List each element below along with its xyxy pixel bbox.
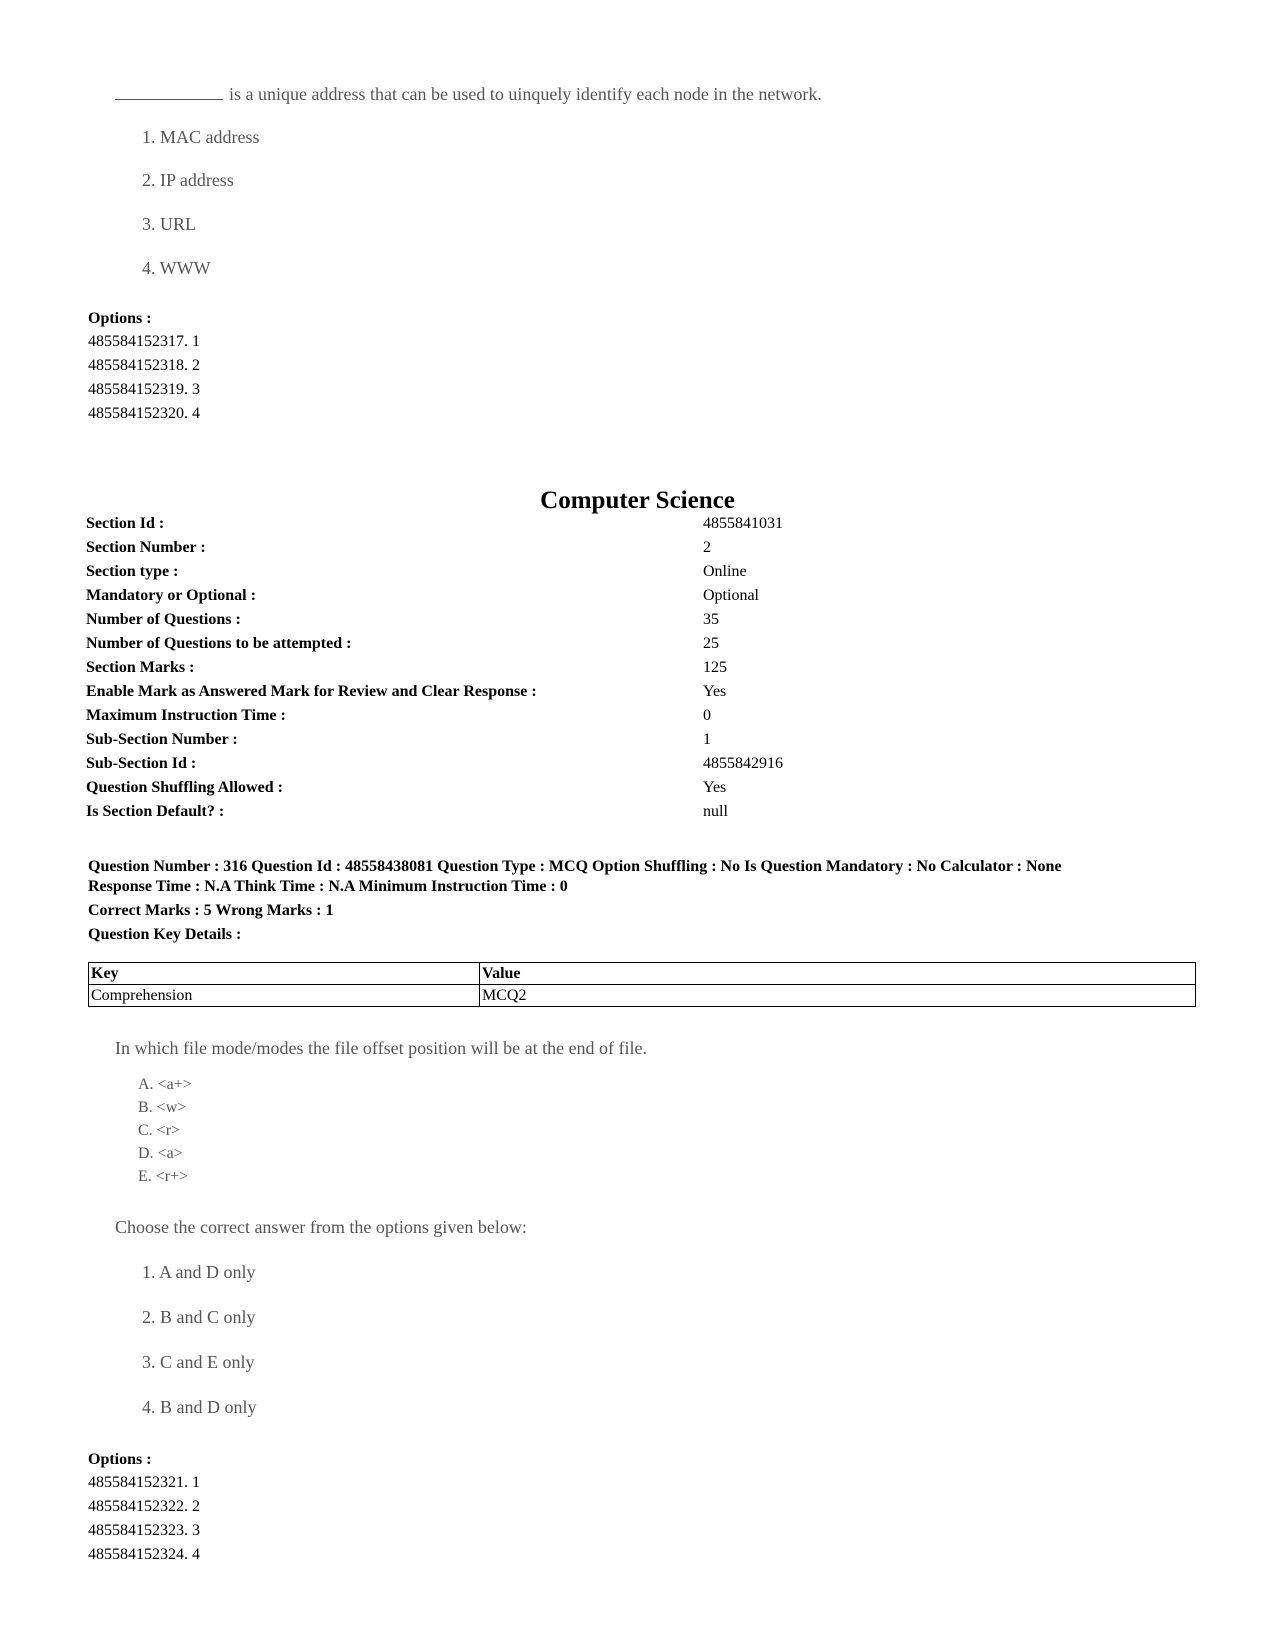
question-1-choice: 2. IP address: [142, 170, 234, 190]
section-value: 1: [703, 731, 711, 748]
question-2-choice: 4. B and D only: [142, 1397, 257, 1417]
question-2-header: Question Number : 316 Question Id : 48558438081 Question Type : MCQ Option Shuffling : No Is Question Mandatory : No Calculator : None: [88, 858, 1062, 875]
section-value: Online: [703, 563, 747, 580]
key-table-header-value: Value: [480, 963, 1196, 985]
section-key: Sub-Section Number :: [86, 731, 238, 748]
section-value: Yes: [703, 683, 727, 700]
section-value: 2: [703, 539, 711, 556]
question-1-stem-text: is a unique address that can be used to uinquely identify each node in the network.: [229, 84, 822, 104]
section-key: Is Section Default? :: [86, 803, 225, 820]
question-2-choice: 1. A and D only: [142, 1262, 256, 1282]
key-table-cell-key: Comprehension: [89, 985, 480, 1007]
option-id: 485584152321. 1: [88, 1474, 200, 1491]
section-key: Sub-Section Id :: [86, 755, 197, 772]
option-id: 485584152318. 2: [88, 357, 200, 374]
section-value: 0: [703, 707, 711, 724]
question-2-marks: Correct Marks : 5 Wrong Marks : 1: [88, 902, 334, 919]
options-label: Options :: [88, 310, 152, 327]
options-label: Options :: [88, 1451, 152, 1468]
section-key: Number of Questions to be attempted :: [86, 635, 352, 652]
option-id: 485584152322. 2: [88, 1498, 200, 1515]
section-title: Computer Science: [540, 487, 735, 514]
section-key: Mandatory or Optional :: [86, 587, 256, 604]
section-key: Number of Questions :: [86, 611, 241, 628]
section-key: Maximum Instruction Time :: [86, 707, 286, 724]
section-value: 25: [703, 635, 719, 652]
question-2-choice: 3. C and E only: [142, 1352, 255, 1372]
question-key-details-label: Question Key Details :: [88, 926, 242, 943]
question-2-statement: B. <w>: [138, 1099, 187, 1116]
key-table-header-key: Key: [89, 963, 480, 985]
question-2-header-times: Response Time : N.A Think Time : N.A Minimum Instruction Time : 0: [88, 878, 568, 895]
section-value: Yes: [703, 779, 727, 796]
section-value: Optional: [703, 587, 759, 604]
question-2-statement: A. <a+>: [138, 1076, 192, 1093]
question-2-stem: In which file mode/modes the file offset position will be at the end of file.: [115, 1038, 648, 1058]
answer-blank: [115, 99, 223, 100]
question-1-choice: 3. URL: [142, 214, 196, 234]
question-2-statement: C. <r>: [138, 1122, 181, 1139]
key-table-header-row: [89, 963, 1196, 985]
option-id: 485584152320. 4: [88, 405, 200, 422]
section-key: Section Id :: [86, 515, 165, 532]
section-value: 125: [703, 659, 727, 676]
option-id: 485584152317. 1: [88, 333, 200, 350]
section-value: 35: [703, 611, 719, 628]
question-2-statement: E. <r+>: [138, 1168, 189, 1185]
section-key: Section type :: [86, 563, 179, 580]
option-id: 485584152324. 4: [88, 1546, 200, 1563]
option-id: 485584152323. 3: [88, 1522, 200, 1539]
question-1-stem: [115, 84, 822, 105]
key-table-row: [89, 985, 1196, 1007]
section-key: Section Number :: [86, 539, 206, 556]
section-value: null: [703, 803, 728, 820]
key-table-cell-value: MCQ2: [480, 985, 1196, 1007]
section-value: 4855842916: [703, 755, 783, 772]
question-1-choice: 1. MAC address: [142, 127, 260, 147]
question-2-statement: D. <a>: [138, 1145, 183, 1162]
option-id: 485584152319. 3: [88, 381, 200, 398]
question-key-table: [88, 962, 1196, 1007]
section-key: Enable Mark as Answered Mark for Review and Clear Response :: [86, 683, 537, 700]
section-key: Section Marks :: [86, 659, 195, 676]
section-key: Question Shuffling Allowed :: [86, 779, 283, 796]
section-value: 4855841031: [703, 515, 783, 532]
question-2-choose-text: Choose the correct answer from the options given below:: [115, 1217, 527, 1237]
question-1-choice: 4. WWW: [142, 258, 211, 278]
question-2-choice: 2. B and C only: [142, 1307, 256, 1327]
